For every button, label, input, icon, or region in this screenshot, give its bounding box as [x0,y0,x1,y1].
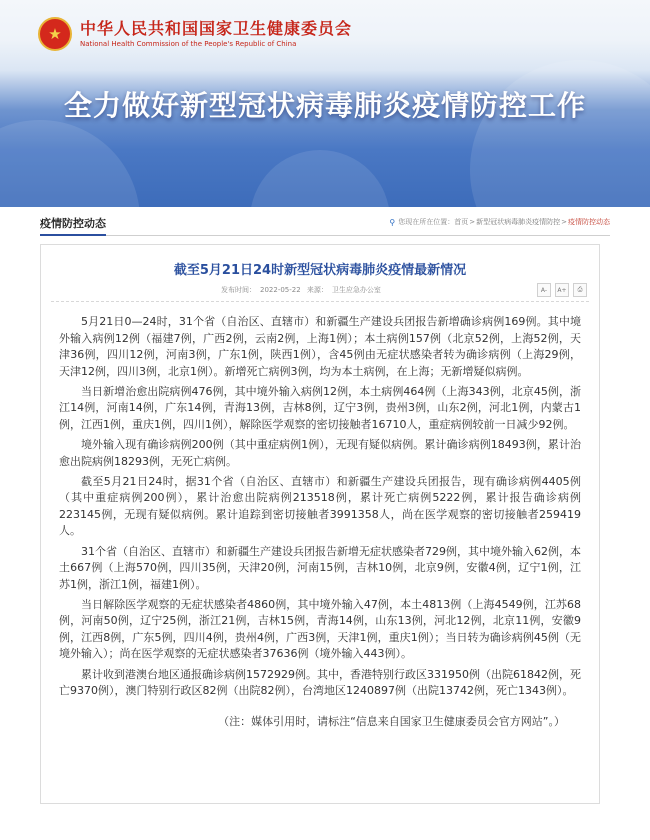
location-pin-icon: ⚲ [389,217,396,227]
breadcrumb-epidemic[interactable]: 新型冠状病毒肺炎疫情防控 [476,218,561,226]
article-body [59,314,581,734]
font-decrease-button[interactable]: A- [537,283,551,297]
paragraph: 当日新增治愈出院病例476例，其中境外输入病例12例，本土病例464例（上海343例，北京45例，浙江14例，河南14例，广东14例，青海13例，吉林8例，辽宁3例，贵州3例，山东2例，河北1例，内蒙古1例，江西1例，重庆1例，四川1例），解除医学观察的密切接触者16710人，重症病例较前一日减少92例。 [59,384,581,431]
site-logo[interactable] [38,14,352,54]
org-name-en: National Health Commission of the People's Republic of China [80,39,297,48]
breadcrumb-home[interactable]: 首页 [454,218,469,226]
article-box [40,244,600,804]
national-emblem-icon: ★ [38,17,72,51]
paragraph: 31个省（自治区、直辖市）和新疆生产建设兵团报告新增无症状感染者729例，其中境外输入62例，本土667例（上海570例，四川35例，天津20例，河南15例，吉林10例，北京9例，安徽4例，辽宁1例，江苏1例，浙江1例，福建1例）。 [59,544,581,591]
paragraph: 境外输入现有确诊病例200例（其中重症病例1例），无现有疑似病例。累计确诊病例18493例，累计治愈出院病例18293例，无死亡病例。 [59,438,581,468]
breadcrumb-current[interactable]: 疫情防控动态 [568,218,610,226]
media-note: （注：媒体引用时，请标注“信息来自国家卫生健康委员会官方网站”。） [218,714,565,728]
font-increase-button[interactable]: A+ [555,283,569,297]
org-name-cn: 中华人民共和国国家卫生健康委员会 [80,18,353,38]
print-icon[interactable]: ⎙ [573,283,587,297]
article-tools [533,283,587,297]
publish-date: 2022-05-22 [260,286,301,294]
decor-bubble [470,60,650,207]
divider [51,301,589,302]
banner-slogan: 全力做好新型冠状病毒肺炎疫情防控工作 [63,89,586,122]
breadcrumb-separator: > [469,218,476,226]
paragraph: 截至5月21日24时，据31个省（自治区、直辖市）和新疆生产建设兵团报告，现有确诊病例4405例（其中重症病例200例），累计治愈出院病例213518例，累计死亡病例5222例，累计报告确诊病例223145例，无现有疑似病例。累计追踪到密切接触者3991358人，尚在医学观察的密切接触者259419人。 [59,474,581,538]
paragraph: 5月21日0—24时，31个省（自治区、直辖市）和新疆生产建设兵团报告新增确诊病例169例。其中境外输入病例12例（福建7例，广西2例，云南2例，上海1例）；本土病例157例（北京52例，上海52例，天津36例，四川12例，河南3例，广东1例，陕西1例），含45例由无症状感染者转为确诊病例（上海29例，天津12例，四川3例，北京1例）。新增死亡病例3例，均为本土病例，在上海；无新增疑似病例。 [59,315,581,378]
source-name: 卫生应急办公室 [331,286,381,294]
article-meta [221,285,385,295]
publish-label: 发布时间： [221,286,256,294]
paragraph: 当日解除医学观察的无症状感染者4860例，其中境外输入47例，本土4813例（上海4549例，江苏68例，河南50例，辽宁25例，浙江21例，吉林15例，青海14例，山东13例，河北12例，北京11例，安徽9例，江西8例，广东5例，四川4例，贵州4例，广西3例，天津1例，重庆1例）；当日转为确诊病例45例（无境外输入）；尚在医学观察的无症状感染者37636例（境外输入443例）。 [59,597,581,661]
decor-bubble [250,150,390,207]
breadcrumb [389,217,610,227]
location-label: 您现在所在位置： [398,218,455,226]
article-title: 截至5月21日24时新型冠状病毒肺炎疫情最新情况 [173,263,467,278]
breadcrumb-bar [40,213,610,236]
paragraph: 累计收到港澳台地区通报确诊病例1572929例。其中，香港特别行政区331950例（出院61842例，死亡9370例），澳门特别行政区82例（出院82例），台湾地区1240897例（出院13742例，死亡1343例）。 [59,667,581,698]
source-label: 来源： [306,286,328,294]
section-title: 疫情防控动态 [40,215,106,236]
decor-bubble [0,120,140,207]
breadcrumb-separator: > [561,218,567,226]
site-header [0,0,650,207]
